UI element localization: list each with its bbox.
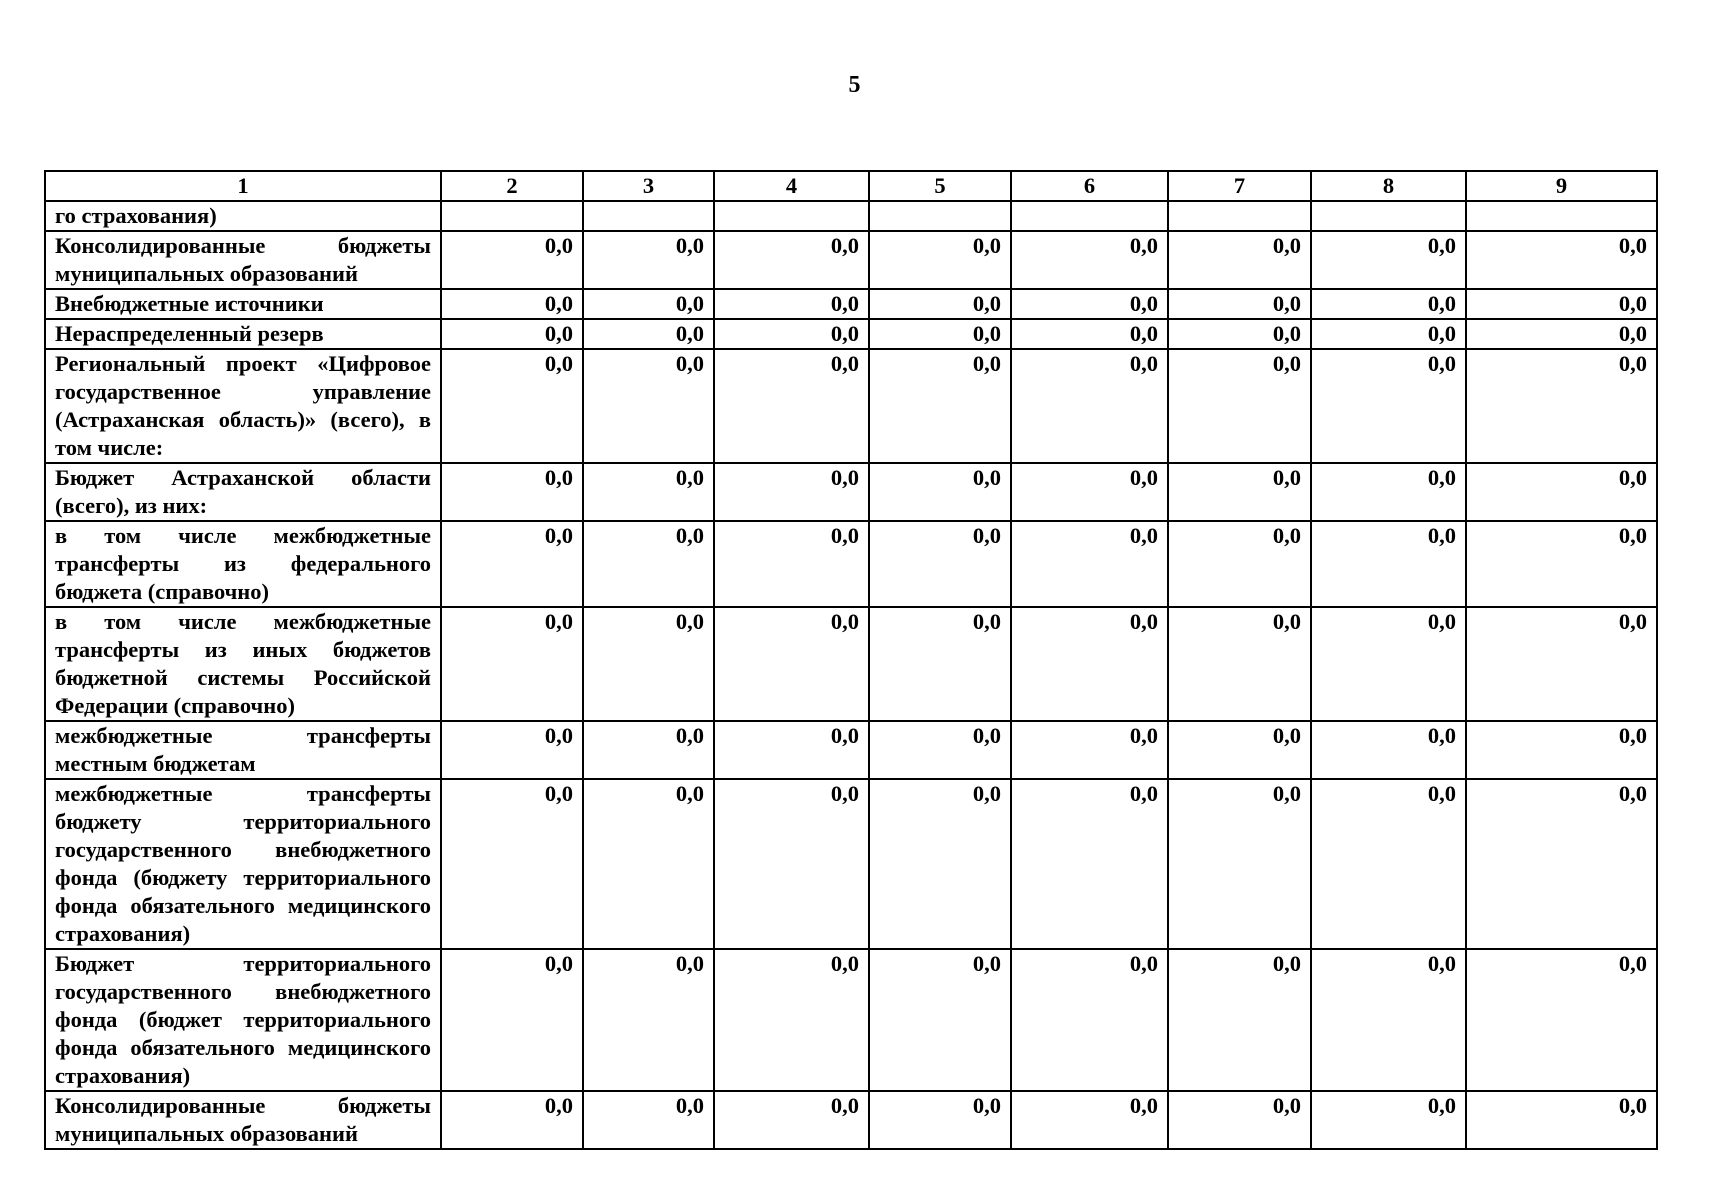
value-cell: 0,0	[583, 607, 714, 721]
value-cell: 0,0	[1311, 289, 1466, 319]
value-cell: 0,0	[869, 231, 1011, 289]
value-cell: 0,0	[1011, 721, 1168, 779]
value-cell: 0,0	[869, 721, 1011, 779]
value-cell: 0,0	[1311, 949, 1466, 1091]
table-row	[45, 721, 1657, 779]
value-cell: 0,0	[869, 521, 1011, 607]
column-header: 9	[1466, 171, 1657, 201]
value-cell: 0,0	[1311, 721, 1466, 779]
row-label-text: в том числе межбюджетные трансферты из иных бюджетов бюджетной системы Российской Федерации (справочно)	[55, 609, 431, 718]
value-cell: 0,0	[583, 721, 714, 779]
value-cell: 0,0	[714, 607, 869, 721]
row-label	[45, 521, 441, 607]
value-cell: 0,0	[1011, 319, 1168, 349]
value-cell: 0,0	[1011, 463, 1168, 521]
value-cell: 0,0	[441, 349, 583, 463]
value-cell: 0,0	[1011, 349, 1168, 463]
value-cell: 0,0	[1311, 349, 1466, 463]
value-cell: 0,0	[583, 463, 714, 521]
value-cell: 0,0	[869, 1091, 1011, 1149]
table-row	[45, 607, 1657, 721]
table-row	[45, 521, 1657, 607]
value-cell: 0,0	[1011, 949, 1168, 1091]
value-cell: 0,0	[1466, 521, 1657, 607]
value-cell: 0,0	[1466, 607, 1657, 721]
value-cell	[869, 201, 1011, 231]
value-cell: 0,0	[1168, 721, 1311, 779]
value-cell: 0,0	[1466, 721, 1657, 779]
budget-table	[44, 170, 1658, 1150]
value-cell: 0,0	[1466, 779, 1657, 949]
value-cell: 0,0	[714, 231, 869, 289]
column-header: 8	[1311, 171, 1466, 201]
row-label	[45, 1091, 441, 1149]
value-cell: 0,0	[714, 721, 869, 779]
value-cell: 0,0	[583, 779, 714, 949]
value-cell: 0,0	[1311, 521, 1466, 607]
value-cell	[583, 201, 714, 231]
row-label-text: межбюджетные трансферты бюджету территориального государственного внебюджетного фонда (бюджету территориального фонда обязательного медицинского страхования)	[55, 781, 431, 946]
column-header: 4	[714, 171, 869, 201]
value-cell: 0,0	[1466, 949, 1657, 1091]
value-cell	[1168, 201, 1311, 231]
value-cell: 0,0	[1168, 463, 1311, 521]
value-cell: 0,0	[441, 463, 583, 521]
value-cell: 0,0	[714, 289, 869, 319]
value-cell: 0,0	[714, 949, 869, 1091]
value-cell: 0,0	[441, 779, 583, 949]
value-cell: 0,0	[1466, 463, 1657, 521]
row-label-text: Региональный проект «Цифровое государственное управление (Астраханская область)» (всего), в том числе:	[55, 351, 431, 460]
value-cell: 0,0	[1011, 289, 1168, 319]
value-cell: 0,0	[583, 289, 714, 319]
table-row	[45, 779, 1657, 949]
value-cell	[1466, 201, 1657, 231]
column-header: 1	[45, 171, 441, 201]
value-cell: 0,0	[583, 231, 714, 289]
row-label	[45, 349, 441, 463]
value-cell: 0,0	[583, 521, 714, 607]
row-label-text: го страхования)	[55, 203, 217, 228]
table-row	[45, 231, 1657, 289]
value-cell: 0,0	[714, 1091, 869, 1149]
value-cell: 0,0	[441, 721, 583, 779]
value-cell: 0,0	[869, 607, 1011, 721]
row-label-text: Бюджет Астраханской области (всего), из них:	[55, 465, 431, 518]
table-row	[45, 201, 1657, 231]
value-cell: 0,0	[1168, 521, 1311, 607]
row-label	[45, 721, 441, 779]
value-cell: 0,0	[1311, 231, 1466, 289]
value-cell	[1011, 201, 1168, 231]
value-cell	[714, 201, 869, 231]
value-cell: 0,0	[1011, 779, 1168, 949]
row-label-text: межбюджетные трансферты местным бюджетам	[55, 723, 431, 776]
row-label-text: в том числе межбюджетные трансферты из федерального бюджета (справочно)	[55, 523, 431, 604]
value-cell: 0,0	[1168, 779, 1311, 949]
value-cell: 0,0	[1168, 1091, 1311, 1149]
value-cell: 0,0	[1168, 319, 1311, 349]
value-cell: 0,0	[1311, 319, 1466, 349]
value-cell: 0,0	[714, 463, 869, 521]
table-body	[45, 171, 1657, 1149]
table-header-row	[45, 171, 1657, 201]
value-cell	[441, 201, 583, 231]
value-cell: 0,0	[1168, 949, 1311, 1091]
row-label	[45, 779, 441, 949]
table-row	[45, 1091, 1657, 1149]
value-cell: 0,0	[441, 1091, 583, 1149]
row-label-text: Бюджет территориального государственного внебюджетного фонда (бюджет территориального фонда обязательного медицинского страхования)	[55, 951, 431, 1088]
row-label	[45, 201, 441, 231]
value-cell: 0,0	[714, 349, 869, 463]
value-cell: 0,0	[441, 319, 583, 349]
value-cell: 0,0	[1466, 289, 1657, 319]
table-row	[45, 949, 1657, 1091]
value-cell: 0,0	[1168, 289, 1311, 319]
value-cell: 0,0	[583, 349, 714, 463]
value-cell: 0,0	[1011, 231, 1168, 289]
table-row	[45, 289, 1657, 319]
column-header: 7	[1168, 171, 1311, 201]
row-label-text: Консолидированные бюджеты муниципальных образований	[55, 1093, 431, 1146]
value-cell: 0,0	[714, 779, 869, 949]
table-row	[45, 349, 1657, 463]
value-cell: 0,0	[1466, 231, 1657, 289]
column-header: 5	[869, 171, 1011, 201]
value-cell: 0,0	[1168, 607, 1311, 721]
value-cell: 0,0	[1466, 319, 1657, 349]
value-cell: 0,0	[441, 231, 583, 289]
value-cell: 0,0	[1011, 521, 1168, 607]
value-cell: 0,0	[583, 1091, 714, 1149]
value-cell	[1311, 201, 1466, 231]
row-label	[45, 463, 441, 521]
column-header: 3	[583, 171, 714, 201]
column-header: 6	[1011, 171, 1168, 201]
value-cell: 0,0	[441, 607, 583, 721]
value-cell: 0,0	[714, 319, 869, 349]
value-cell: 0,0	[1311, 463, 1466, 521]
value-cell: 0,0	[1311, 607, 1466, 721]
value-cell: 0,0	[1011, 1091, 1168, 1149]
value-cell: 0,0	[714, 521, 869, 607]
value-cell: 0,0	[1466, 349, 1657, 463]
value-cell: 0,0	[869, 779, 1011, 949]
value-cell: 0,0	[441, 521, 583, 607]
value-cell: 0,0	[869, 319, 1011, 349]
value-cell: 0,0	[441, 949, 583, 1091]
value-cell: 0,0	[869, 349, 1011, 463]
value-cell: 0,0	[1011, 607, 1168, 721]
value-cell: 0,0	[583, 319, 714, 349]
value-cell: 0,0	[583, 949, 714, 1091]
value-cell: 0,0	[1311, 779, 1466, 949]
row-label	[45, 289, 441, 319]
value-cell: 0,0	[1168, 231, 1311, 289]
table-row	[45, 463, 1657, 521]
table-row	[45, 319, 1657, 349]
value-cell: 0,0	[869, 949, 1011, 1091]
value-cell: 0,0	[869, 463, 1011, 521]
row-label-text: Внебюджетные источники	[55, 291, 324, 316]
row-label	[45, 319, 441, 349]
page-number: 5	[848, 72, 861, 98]
value-cell: 0,0	[1311, 1091, 1466, 1149]
row-label	[45, 949, 441, 1091]
value-cell: 0,0	[869, 289, 1011, 319]
row-label-text: Нераспределенный резерв	[55, 321, 324, 346]
row-label	[45, 607, 441, 721]
row-label	[45, 231, 441, 289]
column-header: 2	[441, 171, 583, 201]
value-cell: 0,0	[1466, 1091, 1657, 1149]
row-label-text: Консолидированные бюджеты муниципальных образований	[55, 233, 431, 286]
value-cell: 0,0	[1168, 349, 1311, 463]
value-cell: 0,0	[441, 289, 583, 319]
